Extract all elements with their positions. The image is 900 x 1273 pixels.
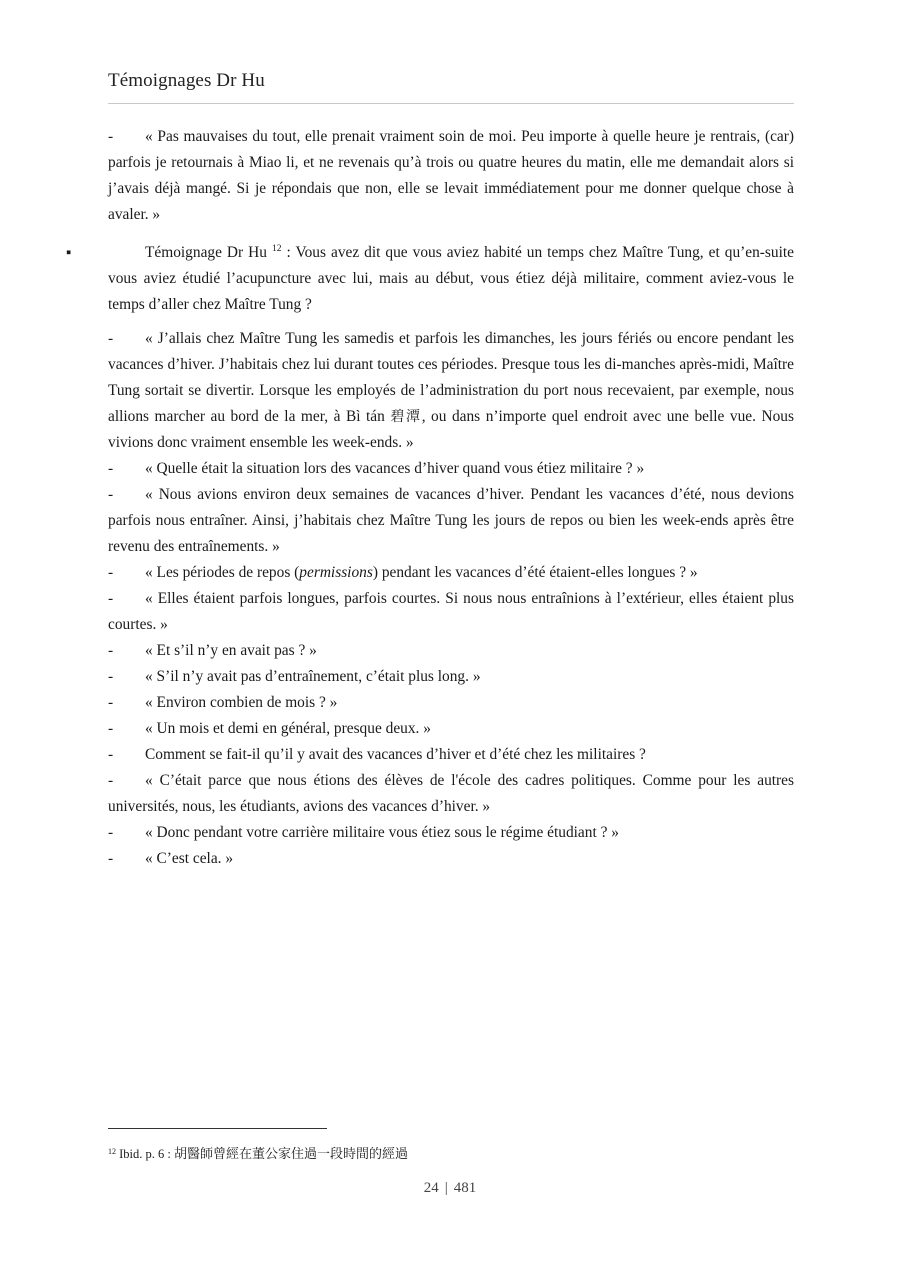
main-text [66,124,794,872]
answer-periods-text: « Elles étaient parfois longues, parfois courtes. Si nous nous entraînions à l’extérieur, elles étaient plus courtes. » [108,590,794,633]
question-military-paragraph [108,742,794,768]
intro-quote-paragraph [108,124,794,228]
dash-marker: - [108,746,114,763]
footnote-number: 12 [108,1147,116,1156]
question-periods-text-part2: ) pendant les vacances d’été étaient-elles longues ? » [372,564,698,581]
page-number-total: 481 [453,1180,477,1196]
question-winter-text: « Quelle était la situation lors des vacances d’hiver quand vous étiez militaire ? » [145,460,645,477]
question-months-paragraph [108,690,794,716]
page-number [0,1180,900,1197]
answer-weekends-paragraph [108,326,794,456]
question-periods-italic: permissions [299,564,373,581]
header-rule [108,103,794,104]
answer-periods-paragraph [108,586,794,638]
answer-weekends-cjk: 碧潭 [390,409,422,425]
question-periods-paragraph [108,560,794,586]
dash-marker: - [108,564,114,581]
question-bullet-paragraph [66,240,794,318]
dash-marker: - [108,850,114,867]
answer-regime-paragraph [108,846,794,872]
answer-weekends-text-part1: « J’allais chez Maître Tung les samedis et parfois les dimanches, les jours fériés ou encore pendant les vacances d’hiver. J’habitais chez lui durant toutes ces périodes. Presque tous les di-manches après-midi, Maître Tung sortait se divertir. Lorsque les employés de l’administration du port nous recevaient, par exemple, nous allions marcher au bord de la mer, à Bì tán [108,330,794,425]
dash-marker: - [108,668,114,685]
answer-months-paragraph [108,716,794,742]
question-regime-paragraph [108,820,794,846]
answer-none-paragraph [108,664,794,690]
question-months-text: « Environ combien de mois ? » [145,694,338,711]
question-none-paragraph [108,638,794,664]
dash-marker: - [108,486,114,503]
answer-military-paragraph [108,768,794,820]
dash-marker: - [108,772,114,789]
dash-marker: - [108,694,114,711]
page-number-separator: | [444,1180,448,1196]
footnote-12 [108,1143,408,1164]
footnote-ref-text: Ibid. p. 6 : [119,1147,174,1161]
dash-marker: - [108,642,114,659]
dash-marker: - [108,460,114,477]
question-regime-text: « Donc pendant votre carrière militaire vous étiez sous le régime étudiant ? » [145,824,619,841]
bullet-paragraph-text [108,240,794,318]
answer-winter-paragraph [108,482,794,560]
dash-marker: - [108,128,114,145]
dash-marker: - [108,824,114,841]
page-number-current: 24 [423,1180,439,1196]
dash-marker: - [108,330,114,347]
running-header-title: Témoignages Dr Hu [108,70,265,91]
footnote-separator [108,1128,327,1129]
footnote-reference[interactable]: 12 [271,244,282,254]
intro-quote-text: « Pas mauvaises du tout, elle prenait vraiment soin de moi. Peu importe à quelle heure je rentrais, (car) parfois je retournais à Miao li, et ne revenais qu’à trois ou quatre heures du matin, elle me demandait alors si j’avais déjà mangé. Si je répondais que non, elle se levait immédiatement pour me donner quelque chose à avaler. » [108,128,794,223]
answer-regime-text: « C’est cela. » [145,850,234,867]
dash-marker: - [108,720,114,737]
question-none-text: « Et s’il n’y en avait pas ? » [145,642,317,659]
answer-none-text: « S’il n’y avait pas d’entraînement, c’était plus long. » [145,668,481,685]
question-winter-paragraph [108,456,794,482]
bullet-lead: Témoignage Dr Hu [145,244,267,261]
question-periods-text-part1: « Les périodes de repos ( [145,564,300,581]
answer-months-text: « Un mois et demi en général, presque deux. » [145,720,431,737]
answer-winter-text: « Nous avions environ deux semaines de vacances d’hiver. Pendant les vacances d’été, nous devions parfois nous entraîner. Ainsi, j’habitais chez Maître Tung les jours de repos ou bien les week-ends après être revenu des entraînements. » [108,486,794,555]
square-bullet-icon: ▪ [66,245,72,261]
answer-weekends-text-part2: , ou dans n’importe quel endroit avec une belle vue. Nous vivions donc vraiment ensemble les week-ends. » [108,408,794,451]
footnote-cjk-text: 胡醫師曾經在董公家住過一段時間的經過 [173,1147,408,1162]
answer-military-text: « C’était parce que nous étions des élèves de l'école des cadres politiques. Comme pour les autres universités, nous, les étudiants, avions des vacances d’hiver. » [108,772,794,815]
question-military-text: Comment se fait-il qu’il y avait des vacances d’hiver et d’été chez les militaires ? [145,746,646,763]
bullet-question-text: : Vous avez dit que vous aviez habité un temps chez Maître Tung, et qu’en-suite vous aviez étudié l’acupuncture avec lui, mais au début, vous étiez déjà militaire, comment aviez-vous le temps d’aller chez Maître Tung ? [108,244,794,313]
dash-marker: - [108,590,114,607]
